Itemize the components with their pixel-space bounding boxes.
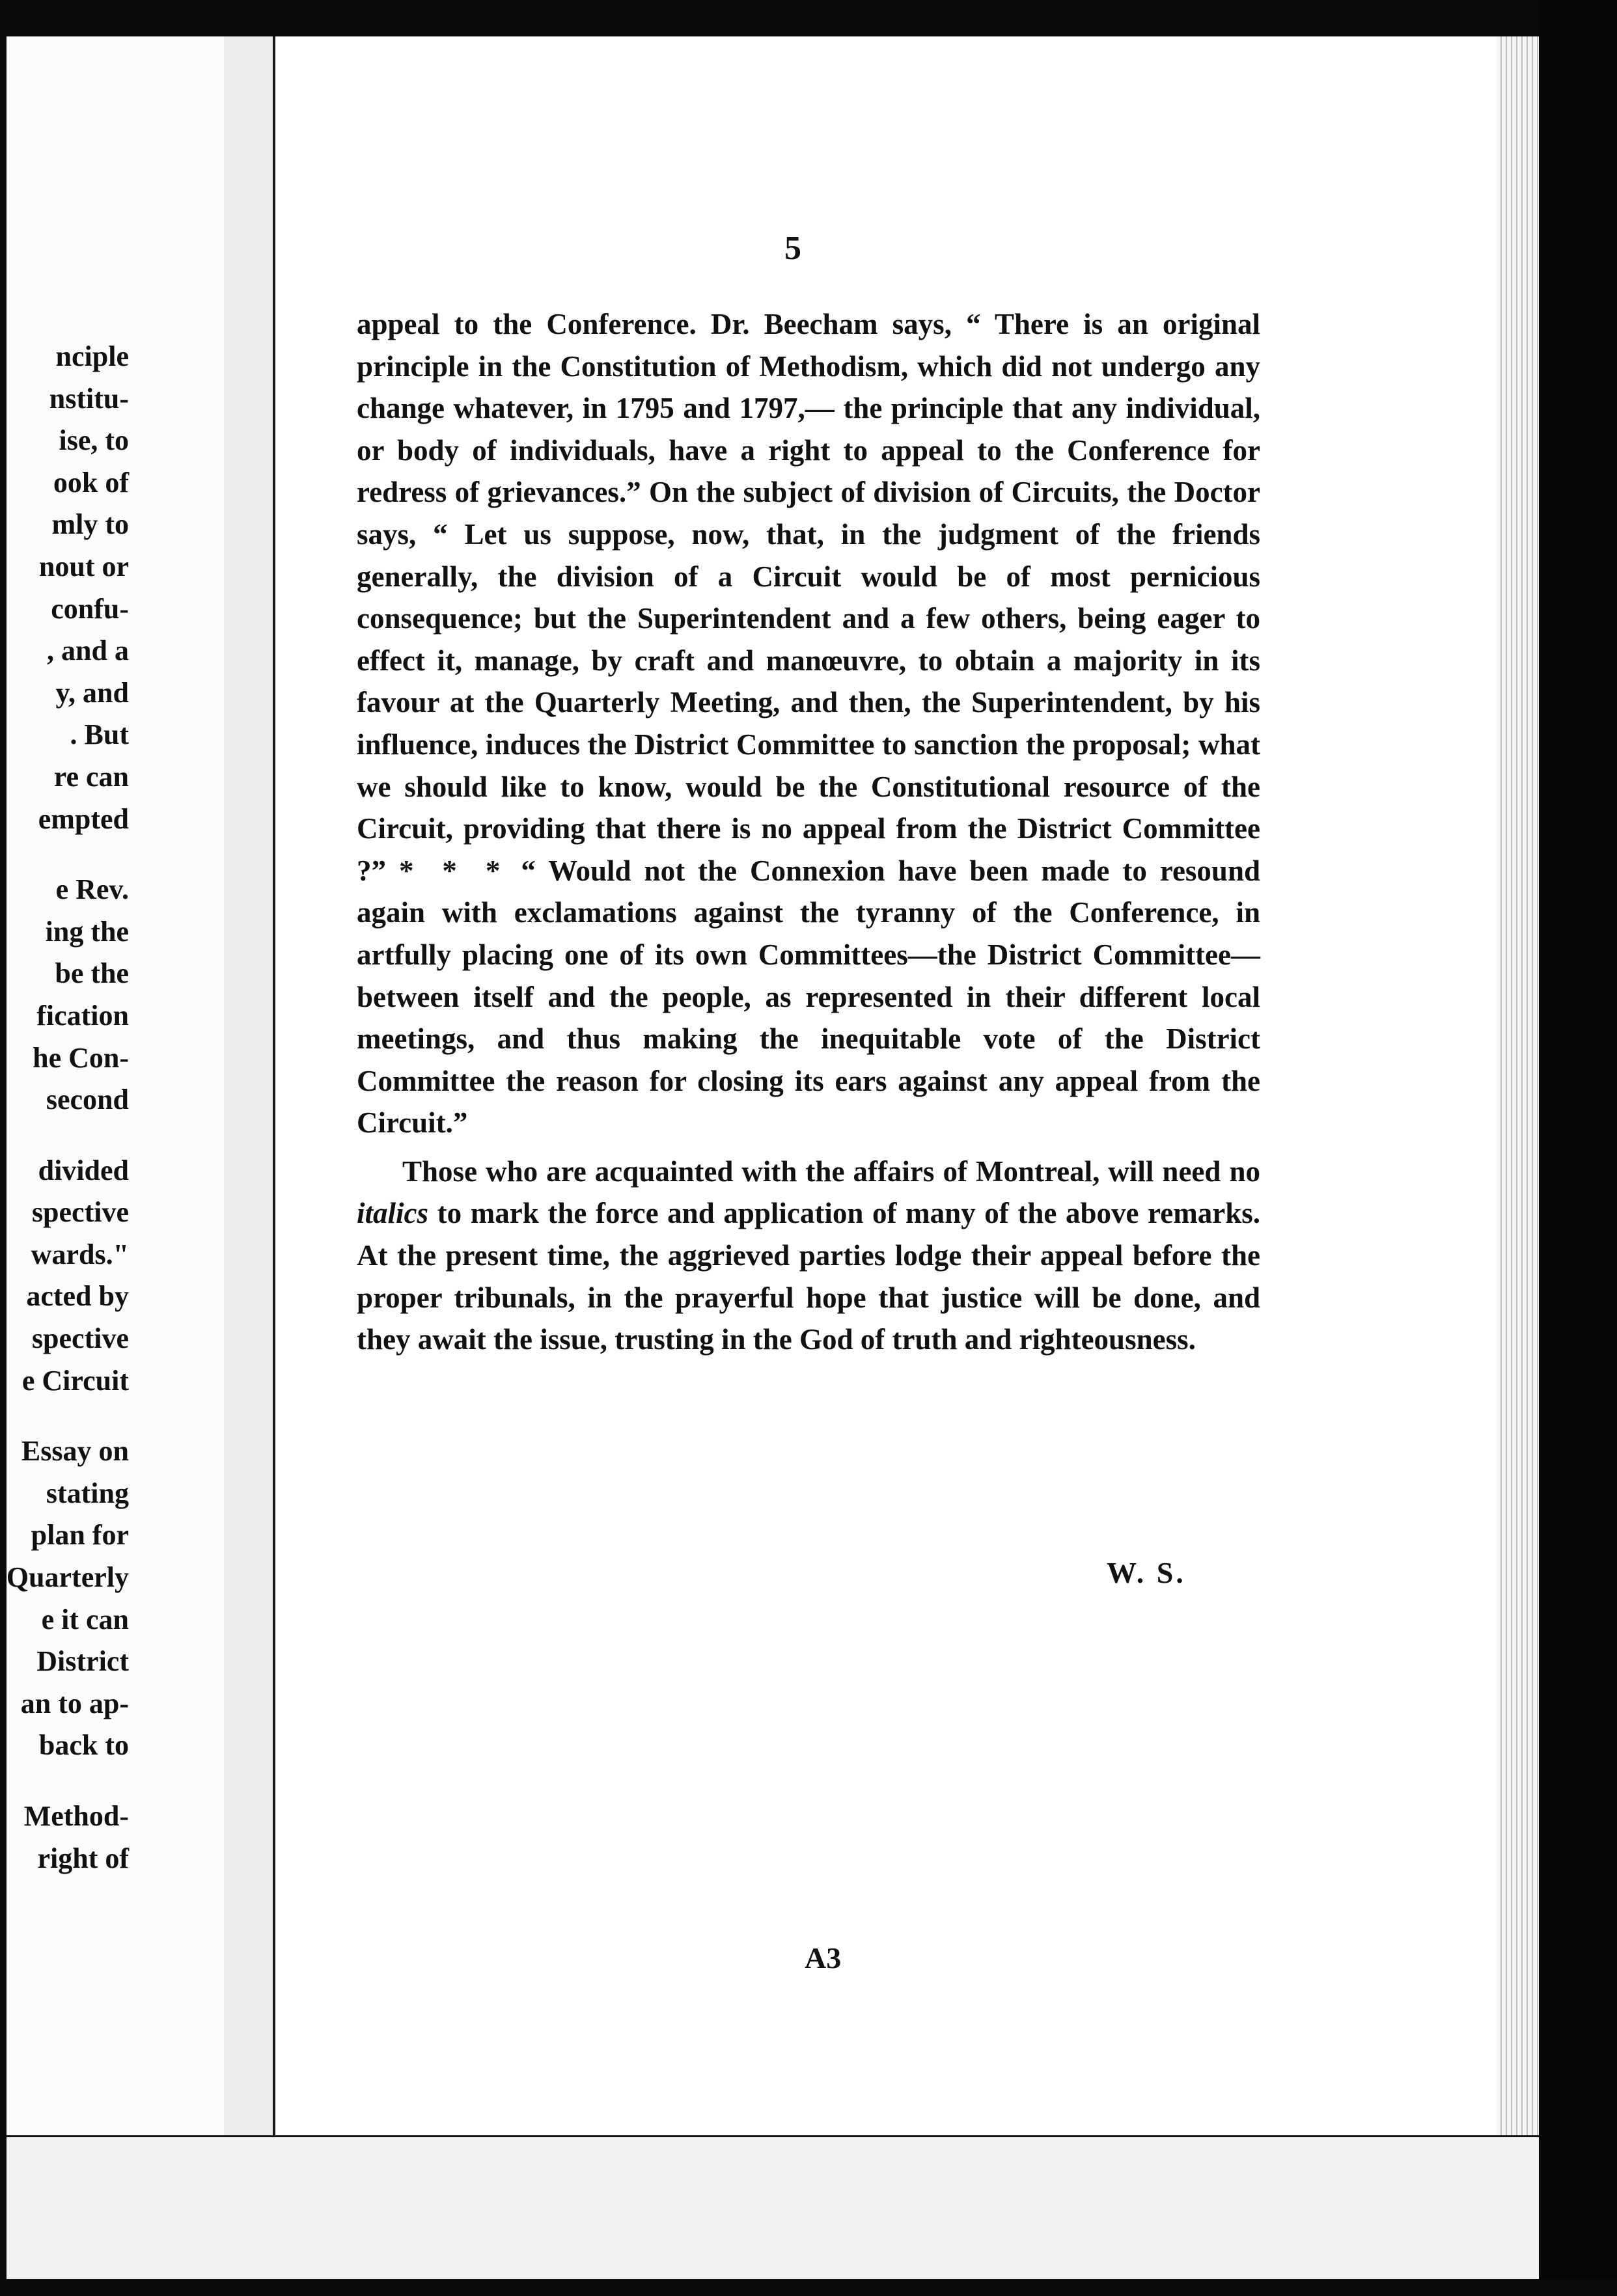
left-page	[7, 36, 226, 2135]
left-page-line: District	[36, 1645, 129, 1678]
paragraph-1-text: appeal to the Conference. Dr. Beecham says, “ There is an original principle in the Constitution of Methodism, which did not undergo any change whatever, in 1795 and 1797,— the principle that any individual, or body of individuals, have a right to appeal to the Conference for redress of grievances.” On the subject of division of Circuits, the Doctor says, “ Let us suppose, now, that, in the judgment of the friends generally, the division of a Circuit would be of most pernicious consequence; but the Superintendent and a few others, being eager to effect it, manage, by craft and manœuvre, to obtain a majority in its favour at the Quarterly Meeting, and then, the Superintendent, by his influence, induces the District Committee to sanction the proposal; what we should like to know, would be the Constitutional resource of the Circuit, providing that there is no appeal from the District Committee ?”	[357, 308, 1260, 887]
paragraph-1-continuation: “ Would not the Connexion have been made to resound again with exclamations against the tyranny of the Conference, in artfully placing one of its own Committees—the District Committee—between itself and the people, as represented in their different local meetings, and thus making the inequitable vote of the District Committee the reason for closing its ears against any appeal from the Circuit.”	[357, 854, 1261, 1140]
left-page-line: e it can	[41, 1603, 129, 1635]
paragraph-2-continuation: to mark the force and application of many of the above remarks. At the present time, the aggrieved parties lodge their appeal before the proper tribunals, in the prayerful hope that justice will be done, and they await the issue, trusting in the God of truth and righteousness.	[357, 1197, 1260, 1356]
left-page-line: nciple	[55, 340, 129, 372]
author-signature: W. S.	[1107, 1556, 1186, 1589]
page-edges	[1497, 36, 1539, 2135]
left-page-line: e Rev.	[55, 873, 129, 906]
left-page-line: plan for	[31, 1519, 129, 1551]
left-page-line: acted by	[26, 1280, 129, 1313]
page-number: 5	[784, 230, 801, 267]
left-page-line: Essay on	[21, 1435, 129, 1468]
left-page-line: confu-	[51, 592, 129, 625]
left-page-line: re can	[53, 760, 129, 793]
body-text	[357, 303, 1260, 1361]
left-page-line: fication	[36, 999, 129, 1032]
left-page-line: wards."	[31, 1238, 129, 1270]
printer-signature-mark: A3	[805, 1941, 842, 1975]
left-page-line: empted	[38, 802, 129, 835]
left-page-line: y, and	[55, 676, 129, 709]
page-gutter	[224, 36, 273, 2135]
scan-border-bottom	[0, 2279, 1617, 2296]
left-page-line: nout or	[38, 550, 129, 582]
left-page-line: he Con-	[33, 1041, 129, 1074]
left-page-line: ook of	[53, 466, 129, 499]
left-page-line: divided	[38, 1154, 129, 1186]
scan-border-left	[0, 0, 7, 2296]
left-page-line: right of	[37, 1842, 129, 1874]
left-page-line: spective	[31, 1196, 129, 1229]
left-page-text	[7, 336, 129, 1879]
left-page-gap	[7, 1121, 129, 1150]
left-page-line: back to	[38, 1729, 129, 1762]
left-page-line: stating	[46, 1477, 129, 1509]
left-page-gap	[7, 1402, 129, 1430]
left-page-line: nstitu-	[49, 382, 129, 415]
left-page-gap	[7, 1767, 129, 1796]
ellipsis-stars: * * *	[398, 854, 508, 887]
left-page-line: spective	[31, 1322, 129, 1355]
scan-lower-band	[7, 2135, 1539, 2281]
paragraph-1	[357, 303, 1260, 1144]
scan-border-right	[1539, 0, 1617, 2296]
scan-border-top	[0, 0, 1617, 36]
paragraph-2-text: Those who are acquainted with the affairs of Montreal, will need no	[402, 1155, 1260, 1188]
left-page-gap	[7, 840, 129, 869]
paragraph-2	[357, 1151, 1260, 1361]
left-page-line: Method-	[23, 1800, 129, 1832]
left-page-line: ise, to	[59, 424, 129, 457]
left-page-line: . But	[70, 718, 129, 751]
left-page-line: mly to	[51, 508, 129, 541]
left-page-line: an to ap-	[20, 1687, 129, 1719]
left-page-line: second	[46, 1084, 129, 1116]
left-page-line: e Circuit	[21, 1364, 129, 1397]
italic-word: italics	[357, 1197, 428, 1230]
left-page-line: , and a	[47, 635, 129, 667]
left-page-line: ing the	[45, 915, 129, 948]
left-page-line: be the	[55, 957, 129, 990]
left-page-line: Quarterly	[7, 1561, 129, 1594]
